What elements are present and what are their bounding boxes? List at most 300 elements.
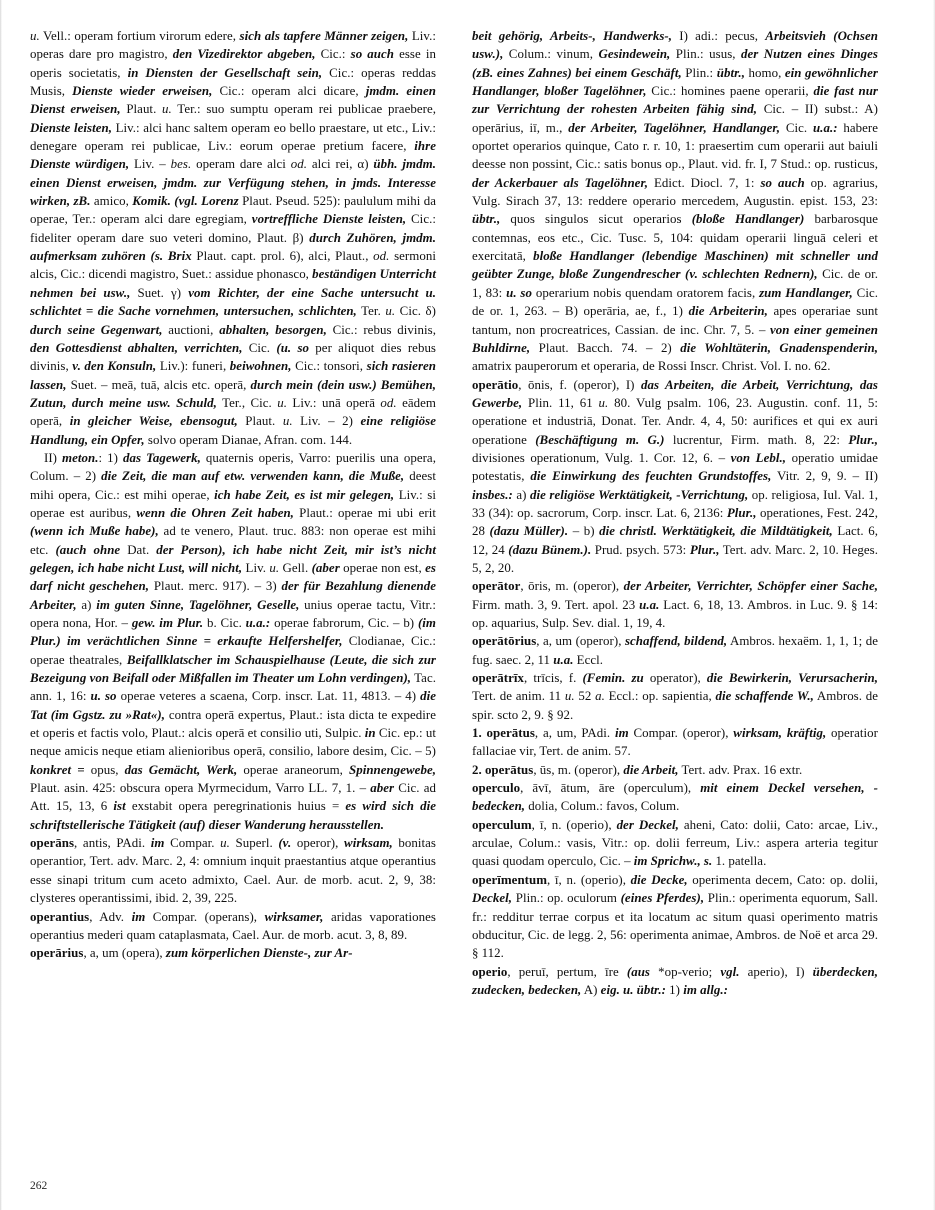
german-gloss: es wird sich die schriftstellerische Tätigkeit (auf) dieser Wanderung herausstellen. [30, 799, 436, 832]
entry-text: Cic. de or. 1, 83: [472, 267, 878, 300]
entry-text: apes operariae sunt tantum, non procreatrices, Cassian. de inc. Chr. 7, 5. – [472, 304, 878, 337]
german-gloss: ich habe Zeit, es ist mir gelegen, [214, 487, 395, 502]
german-gloss: (dazu Bünem.). [508, 542, 592, 557]
german-gloss: die [420, 689, 436, 704]
german-gloss: (auch ohne [55, 542, 121, 557]
german-gloss: Gesindewein, [598, 47, 671, 62]
german-gloss: die religiöse [530, 487, 599, 502]
entry-text: operatio umidae potestatis, [472, 450, 878, 484]
entry-text: Cic.: rebus divinis, [326, 322, 436, 337]
entry-text: operarium nobis quendam oratorem facis, [532, 285, 760, 300]
german-gloss: u.a. [639, 597, 660, 612]
entry-text: Eccl.: op. sapientia, [604, 689, 716, 704]
entry-text: Plin.: op. oculorum [512, 891, 621, 906]
entry-text: Liv.): funeri, [156, 359, 230, 374]
german-gloss: von einer gemeinen Buhldirne, [472, 322, 879, 355]
entry-headword: operio [472, 964, 508, 979]
entry-text: , ōnis, f. (operor), I) [518, 377, 641, 392]
entry-text: Plin. 11, 61 [522, 395, 599, 410]
entry-text: Cic.: tonsori, [291, 359, 367, 374]
entry-text: operationes, Fest. 242, 28 [472, 505, 879, 539]
entry-text: operator), [643, 671, 707, 686]
entry-text: b. Cic. [203, 616, 246, 630]
german-gloss: eine religiöse Handlung, ein [30, 414, 437, 447]
entry-text: amatrix pauperorum et operaria, de Rossi Inscr. Christ. Vol. I. no. 62. [472, 359, 831, 374]
entry-text: , a, um (operor), [536, 634, 625, 649]
dictionary-entry [472, 577, 878, 632]
german-gloss: übtr., [472, 212, 501, 227]
german-gloss: aber [370, 781, 395, 796]
german-gloss: das [640, 377, 666, 392]
german-gloss: es darf nicht geschehen, [30, 560, 436, 594]
text-columns [30, 27, 878, 1155]
german-gloss: übh. jmdm. einen Dienst erweisen, jmdm. zur Verfügung stehen, in jmds. Interesse wirken, zB. [30, 157, 436, 209]
entry-text: Cic. ad Att. 15, 13, 6 [30, 781, 436, 814]
german-gloss: der für Bezahlung dienende [281, 579, 437, 594]
entry-text: , a, um (opera), [83, 946, 166, 961]
entry-text: habere oportet operarios quinque, Cato r. r. 10, 1: praesertim cum operarii aut baiuli deesse non possint, Cic.: satis bonus op., Plaut. vid. fr. I, 7 Stud.: op. rusticus, [472, 120, 878, 172]
entry-text: a) [76, 597, 97, 612]
german-gloss: (v. [278, 836, 292, 851]
german-gloss: Decke, [651, 872, 688, 887]
entry-text: quaternis operis, Varro: puerilis una opera, Colum. – 2) [30, 450, 436, 484]
german-gloss: Deckel, [638, 817, 679, 832]
entry-text: operae veteres a scaena, Corp. inscr. Lat. 11, 4813. – 4) [116, 689, 421, 704]
entry-note: od. [290, 157, 308, 172]
german-gloss: den Vizedirektor abgeben, [172, 47, 316, 62]
entry-text: aperio), I) [739, 964, 813, 979]
german-gloss: so auch [350, 47, 394, 62]
entry-text: Cic.: [315, 47, 351, 62]
entry-text: Prud. psych. 573: [591, 542, 690, 557]
entry-note: bes. [170, 157, 192, 172]
entry-text: *op-verio; [650, 964, 721, 979]
dictionary-entry [30, 27, 436, 449]
german-gloss: Komik. (vgl. Lorenz [132, 194, 239, 209]
german-gloss: (bloße Handlanger) [691, 212, 805, 227]
german-gloss: die [688, 304, 710, 319]
dictionary-entry [472, 27, 878, 376]
entry-text: Compar. (operans), [145, 909, 265, 924]
entry-text: operor), [291, 836, 345, 851]
german-gloss: u.a. [553, 652, 574, 667]
german-gloss: beiwohnen, [229, 359, 292, 374]
german-gloss: konkret = [30, 762, 91, 777]
entry-text: A) [581, 982, 601, 997]
german-gloss: (wenn ich Muße habe), [30, 524, 159, 539]
entry-text: Edict. Diocl. 7, 1: [648, 175, 761, 190]
german-gloss: der [616, 817, 639, 832]
entry-text: Plaut. Bacch. 74. – 2) [530, 340, 681, 355]
dictionary-entry [472, 963, 878, 1000]
german-gloss: durch seine Gegenwart, [30, 322, 163, 337]
entry-note: od. [373, 249, 390, 264]
dictionary-entry [472, 761, 878, 779]
entry-text: divisiones operationum, Vulg. 1. Cor. 12, 6. – [472, 450, 731, 465]
german-gloss: Tat (im Ggstz. zu »Rat«), [30, 707, 165, 722]
entry-text: Cic.: operam alci dicare, [212, 84, 366, 99]
german-gloss: im guten Sinne, Tagelöhner, Geselle, [96, 597, 300, 612]
german-gloss: die christl. [599, 524, 662, 539]
entry-text: Lact. 6, 18, 13. Ambros. in Luc. 9. § 14: op. aquarius, Sulp. Sev. dial. 1, 19, 4. [472, 597, 879, 630]
german-gloss: sich rasieren lassen, [30, 359, 437, 392]
german-gloss: im [131, 909, 146, 924]
german-gloss: Plur., [848, 432, 878, 447]
entry-text: Suet. γ) [130, 285, 189, 300]
german-gloss: Opfer, [111, 432, 145, 447]
dictionary-entry [30, 944, 436, 962]
entry-text: quos singulos sicut operarios [500, 212, 692, 227]
entry-note: u. [277, 395, 288, 410]
entry-text: Compar. [164, 836, 221, 851]
entry-text: exstabit opera peregrinationis huius = [125, 799, 346, 814]
entry-text: Cic. [780, 120, 813, 135]
german-gloss: schaffend, bildend, [624, 634, 728, 649]
entry-text: aheni, Cato: dolii, Cato: arcae, Liv., arculae, Colum.: vasis, Vitr.: op. dolii ferreum, Liv.: aspera arteria tegitur quasi quodam operculo, Cic. – [472, 817, 878, 869]
entry-text: Tert. de anim. 11 [472, 689, 565, 704]
entry-note: a. [595, 689, 605, 704]
entry-text: operae non est, [339, 560, 426, 575]
german-gloss: Helfershelfer, [268, 634, 343, 649]
german-gloss: Werktätigkeit, die [661, 524, 761, 539]
german-gloss: in [364, 726, 376, 741]
entry-text: alci rei, α) [307, 157, 374, 172]
german-gloss: ein gewöhnlicher Handlanger, bloßer Tagelöhner, [472, 65, 878, 99]
entry-headword: operārius [30, 946, 84, 961]
german-gloss: die [101, 469, 123, 484]
german-gloss: im Sprichw., s. [633, 854, 713, 869]
entry-text: eādem operā, [30, 395, 436, 429]
german-gloss: vom Richter, der eine Sache untersucht u. schlichtet = die Sache vornehmen, untersuchen, schlichten, [30, 285, 436, 319]
german-gloss: (aus [626, 964, 650, 979]
german-gloss: Dienste leisten, [30, 120, 113, 135]
german-gloss: Gewerbe, [472, 395, 523, 410]
entry-text: operatior fallaciae vir, Tert. de anim. 57. [472, 726, 878, 759]
entry-text: Ambros. de spir. scto 2, 9. § 92. [472, 689, 878, 722]
left-text-column [30, 27, 436, 1155]
german-gloss: insbes.: [472, 487, 513, 502]
entry-text: Cic. ep.: ut neque amicis neque etiam alienioribus operā, consilio, labore desim, Cic. – 5) [30, 726, 437, 759]
german-gloss: Arbeiter, Tagelöhner, Handlanger, [590, 120, 781, 135]
entry-text: operimenta decem, Cato: op. dolii, [687, 872, 878, 887]
entry-text: , ī, n. (operio), [547, 872, 631, 887]
dictionary-entry [472, 724, 878, 761]
entry-text: Colum.: vinum, [503, 47, 599, 62]
entry-text: Cic. – II) subst.: A) operārius, iī, m., [472, 102, 878, 135]
dictionary-entry [472, 871, 878, 963]
german-gloss: Beifallklatscher im Schauspielhause (Leute, die sich zur Bezeigung von Beifall oder Mißfallen im Theater um Lohn verdingen), [30, 652, 436, 686]
german-gloss: die [630, 872, 652, 887]
entry-note: od. [380, 395, 397, 410]
entry-text: barbarosque contemnas, eos etc., Cic. Tusc. 5, 104: quidam operarii linguā celeri et exercitatā, [472, 212, 879, 264]
entry-text: Plaut. [120, 102, 163, 117]
german-gloss: Zeit, die man auf etw. verwenden kann, die [122, 469, 370, 484]
entry-headword: 2. operātus [472, 762, 534, 777]
dictionary-entry [30, 449, 436, 834]
german-gloss: (aber [311, 560, 340, 575]
entry-note: u. [162, 102, 172, 117]
entry-text: unius operae tactu, Vitr.: opera nona, Hor. – [30, 597, 436, 630]
german-gloss: u.a.: [812, 120, 838, 135]
entry-text: deest mihi opera, Cic.: est mihi operae, [30, 469, 436, 502]
german-gloss: u. so [90, 689, 117, 704]
entry-note: u. [282, 414, 293, 429]
entry-text: Plin.: [681, 65, 717, 80]
entry-text: Ter.: suo sumptu operam rei publicae praebere, [171, 102, 436, 117]
german-gloss: in Diensten der Gesellschaft sein, [127, 65, 323, 80]
entry-text: operam dare alci [191, 157, 291, 172]
german-gloss: der Person), ich habe nicht Zeit, mir ist’s nicht gelegen, ich habe nicht Lust, will nicht, [30, 542, 436, 575]
german-gloss: überdecken, zudecken, bedecken, [472, 964, 879, 997]
german-gloss: wirksamer, [264, 909, 324, 924]
german-gloss: Arbeiten, die [665, 377, 743, 392]
german-gloss: meton. [62, 450, 99, 465]
entry-text: dolia, Colum.: favos, Colum. [525, 799, 680, 814]
entry-text: Plin.: operimenta equorum, Sall. fr.: redditur terrae corpus et ita locatum ac situm quasi operimento matris obducitur, Cic. de legg. 2, 56: operimenta animae, Ambros. de Noë et arca 29. § 112. [472, 891, 878, 961]
entry-text: Plaut.: operae mi ubi erit [293, 505, 437, 520]
entry-text: solvo operam Dianae, Afran. com. 144. [144, 432, 353, 447]
entry-text: Tert. adv. Marc. 2, 10. Heges. 5, 2, 20. [472, 542, 878, 575]
german-gloss: das [124, 762, 149, 777]
entry-text: Cic.: homines paene operarii, [646, 84, 814, 99]
entry-text: ad te venero, Plaut. truc. 883: non operae est mihi etc. [30, 524, 436, 557]
dictionary-entry [472, 816, 878, 871]
entry-text: contra operā expertus, Plaut.: ista dicta te expedire et operis et factis volo, Plaut.: alcis operā et consilio uti, Sulpic. [30, 707, 436, 741]
german-gloss: Arbeit, [641, 762, 679, 777]
entry-text: Ambros. hexaëm. 1, 1, 1; de fug. saec. 2, 11 [472, 634, 878, 667]
german-gloss: u. so [506, 285, 532, 300]
entry-text: op. religiosa, Iul. Val. 1, 33 (34): op. sacrorum, Corp. inscr. Lat. 6, 2136: [472, 487, 878, 520]
german-gloss: wirksam, [344, 836, 393, 851]
german-gloss: Mildtätigkeit, [760, 524, 833, 539]
entry-text: Lact. 6, 12, 24 [472, 524, 878, 557]
entry-text: Cic.: fideliter operam dare suo veteri domino, Plaut. β) [30, 212, 436, 245]
dictionary-entry [472, 779, 878, 816]
german-gloss: bloße Handlanger (lebendige Maschinen) mit schneller und geübter Zunge, bloße Zungendrescher (v. schlechten Rednern), [472, 249, 878, 282]
entry-text: Cic. [242, 340, 277, 355]
dictionary-entry [472, 376, 878, 578]
german-gloss: mit einem Deckel versehen, -bedecken, [472, 781, 878, 814]
entry-text: operae araneorum, [237, 762, 349, 777]
german-gloss: vortreffliche Dienste leisten, [251, 212, 407, 227]
entry-text: , trīcis, f. [524, 671, 583, 686]
entry-text: I) adi.: pecus, [672, 29, 766, 43]
entry-text: per aliquot dies rebus divinis, [30, 340, 437, 374]
right-text-column [472, 27, 878, 1155]
entry-text: 52 [574, 689, 596, 704]
german-gloss: Plur., [689, 542, 720, 557]
german-gloss: beständigen Unterricht nehmen bei usw., [30, 267, 437, 300]
entry-text: , āvī, ātum, āre (operculum), [520, 781, 701, 796]
german-gloss: der [623, 579, 646, 594]
german-gloss: so auch [760, 175, 805, 190]
german-gloss: die [623, 762, 642, 777]
german-gloss: ihre Dienste würdigen, [30, 139, 436, 172]
german-gloss: Plur., [726, 505, 757, 520]
entry-text: II) [44, 450, 63, 465]
german-gloss: Wohltäterin, Gnadenspenderin, [704, 340, 878, 355]
entry-text: Liv. – 2) [292, 414, 361, 429]
entry-text: Plaut. [237, 414, 283, 429]
entry-text: Vell.: operam fortium virorum edere, [39, 29, 240, 43]
german-gloss: im [614, 726, 629, 741]
german-gloss: (Femin. zu [582, 671, 644, 686]
entry-headword: operātrīx [472, 671, 524, 686]
german-gloss: eig. u. übtr.: [600, 982, 666, 997]
german-gloss: Arbeiter, [30, 597, 77, 612]
german-gloss: im allg.: [683, 982, 728, 997]
entry-text: , peruī, pertum, īre [507, 964, 627, 979]
german-gloss: den Gottesdienst abhalten, verrichten, [30, 340, 243, 355]
entry-text: Plaut. Pseud. 525): paululum mihi da operae, Ter.: operam alci dare egregiam, [30, 194, 436, 227]
german-gloss: das [123, 450, 147, 465]
entry-text: Ter., Cic. [216, 395, 278, 410]
entry-text: Superl. [229, 836, 279, 851]
entry-headword: operculo [472, 781, 521, 796]
entry-text: Liv. [242, 560, 270, 575]
entry-text: lucrentur, Firm. math. 8, 22: [664, 432, 849, 447]
entry-text: Plin.: usus, [670, 47, 741, 62]
german-gloss: vgl. [720, 964, 740, 979]
entry-text: operae fabrorum, Cic. – b) [270, 616, 418, 630]
entry-text: : 1) [98, 450, 124, 465]
german-gloss: u.a.: [245, 616, 271, 630]
entry-text: Suet. – meā, tuā, alcis etc. operā, [66, 377, 251, 392]
entry-headword: operātor [472, 579, 521, 594]
german-gloss: Gemächt, Werk, [148, 762, 238, 777]
entry-text: Firm. math. 3, 9. Tert. apol. 23 [472, 597, 640, 612]
entry-headword: operāns [30, 836, 75, 851]
german-gloss: der [568, 120, 591, 135]
entry-text: auctioni, [162, 322, 220, 337]
entry-text: Plaut. asin. 425: obscura opera Myrmecidum, Varro LL. 7, 1. – [30, 781, 371, 796]
entry-text: , ūs, m. (operor), [533, 762, 624, 777]
entry-note: u. [564, 689, 575, 704]
entry-note: u. [385, 304, 396, 319]
entry-text: aridas vaporationes operantius mederi quam cataplasmata, Cael. Aur. de morb. acut. 3, 8, 89. [30, 909, 436, 942]
german-gloss: der Ackerbauer als Tagelöhner, [472, 175, 649, 190]
german-gloss: Deckel, [472, 891, 513, 906]
german-gloss: wirksam, kräftig, [733, 726, 827, 741]
german-gloss: Arbeit, Verrichtung, das [742, 377, 878, 392]
german-gloss: die [680, 340, 705, 355]
entry-text: Tac. ann. 1, 16: [30, 671, 436, 704]
german-gloss: Muße, [369, 469, 405, 484]
entry-text: Dat. [120, 542, 157, 557]
german-gloss: die [706, 671, 729, 686]
entry-note: u. [598, 395, 609, 410]
german-gloss: abhalten, besorgen, [219, 322, 327, 337]
entry-text: Plaut. merc. 917). – 3) [149, 579, 282, 594]
entry-text: op. agrarius, Vulg. Sirach 37, 13: reddere operario mercedem, Augustin. epist. 153, 23: [472, 175, 878, 209]
german-gloss: übtr., [716, 65, 745, 80]
german-gloss: Arbeitsvieh (Ochsen usw.), [472, 29, 878, 62]
german-gloss: (Beschäftigung m. G.) [535, 432, 665, 447]
german-gloss: Spinnengewebe, [348, 762, 436, 777]
entry-text: Clodianae, Cic.: operae theatrales, [30, 634, 436, 667]
entry-headword: operculum [472, 817, 532, 832]
german-gloss: im [150, 836, 165, 851]
entry-text: Cic. δ) [395, 304, 437, 319]
german-gloss: jmdm. einen Dienst erweisen, [30, 84, 436, 117]
german-gloss: Tagewerk, [146, 450, 201, 465]
german-gloss: wenn die Ohren Zeit haben, [136, 505, 294, 520]
german-gloss: zum Handlanger, [759, 285, 853, 300]
entry-text: opus, [90, 762, 125, 777]
entry-headword: 1. operātus [472, 726, 535, 741]
german-gloss: durch Zuhören, jmdm. aufmerksam zuhören (s. Brix [30, 230, 436, 264]
entry-text: bonitas operantior, Tert. adv. Marc. 2, 4: omnium inquit praestantius atque operantius esse sinapi tritum cum aceto admixto, Cael. Aur. de morb. acut. 2, 9, 38: clysteres operantissimi, ibid. 2, 39, 225. [30, 836, 437, 906]
entry-headword: operantius [30, 909, 90, 924]
german-gloss: Dienste wieder erweisen, [72, 84, 213, 99]
german-gloss: (eines Pferdes), [620, 891, 705, 906]
entry-text: Compar. (operor), [628, 726, 734, 741]
german-gloss: Werktätigkeit, -Verrichtung, [598, 487, 749, 502]
german-gloss: (im Plur.) im verächtlichen Sinne = erkaufte [30, 616, 437, 649]
entry-headword: operātio [472, 377, 519, 392]
entry-text: Eccl. [573, 652, 604, 667]
entry-text: sermoni alcis, Cic.: dicendi magistro, Suet.: assidue phonasco, [30, 249, 436, 282]
scan-edge-left [0, 0, 2, 1210]
entry-text: 80. Vulg psalm. 106, 23. Augustin. conf. 11, 5: operatione et industriā, Donat. Ter. Andr. 4, 4, 50: aurifices et qui ex auri operatione [472, 395, 878, 447]
entry-text: – b) [568, 524, 600, 539]
german-gloss: Arbeiterin, [709, 304, 768, 319]
entry-headword: operātōrius [472, 634, 537, 649]
german-gloss: von Lebl., [730, 450, 787, 465]
entry-text: esse in operis societatis, [30, 47, 436, 80]
german-gloss: sich als tapfere Männer zeigen, [239, 29, 409, 43]
entry-note: u. [220, 836, 230, 851]
german-gloss: (u. so [276, 340, 310, 355]
german-gloss: ist [113, 799, 126, 814]
german-gloss: die Einwirkung des feuchten Grundstoffes, [530, 469, 772, 484]
entry-text: Plaut. capt. prol. 6), alci, Plaut., [191, 249, 374, 264]
entry-text: homo, [744, 65, 785, 80]
entry-text: , a, um, PAdi. [534, 726, 615, 741]
german-gloss: zum körperlichen Dienste-, zur Ar- [165, 946, 353, 961]
dictionary-entry [30, 834, 436, 907]
german-gloss: der Nutzen eines Dinges (zB. eines Zahnes) bei einem Geschäft, [472, 47, 878, 80]
german-gloss: v. den Konsuln, [72, 359, 157, 374]
german-gloss: die schaffende W., [715, 689, 814, 704]
dictionary-entry [472, 632, 878, 669]
entry-text: Liv. – [129, 157, 171, 172]
entry-note: u. [269, 560, 280, 575]
entry-note: u. [30, 29, 40, 43]
german-gloss: Bewirkerin, Verursacherin, [728, 671, 879, 686]
entry-text: , antis, PAdi. [74, 836, 151, 851]
german-gloss: (dazu Müller). [489, 524, 569, 539]
dictionary-entry [30, 908, 436, 945]
entry-text: a) [512, 487, 530, 502]
entry-text: Cic.: operas reddas Musis, [30, 65, 437, 99]
entry-text: 1) [666, 982, 684, 997]
dictionary-entry [472, 669, 878, 724]
german-gloss: die fast nur zur Verrichtung der rohesten Arbeiten fähig sind, [472, 84, 878, 117]
entry-text: Ter. [356, 304, 386, 319]
german-gloss: in gleicher Weise, ebensogut, [69, 414, 238, 429]
entry-text: , ōris, m. (operor), [520, 579, 624, 594]
entry-text: 1. patella. [712, 854, 767, 869]
entry-text: Liv.: unā operā [287, 395, 381, 410]
entry-text: amico, [90, 194, 133, 209]
german-gloss: gew. im Plur. [131, 616, 204, 630]
entry-text: Liv.: si operae est auribus, [30, 487, 436, 520]
entry-text: , ī, n. (operio), [531, 817, 617, 832]
entry-text: Liv.: alci hanc saltem operam eo bello praestare, ut etc., Liv.: denegare operam rei publicae, Liv.: eorum operae pretium facere, [30, 120, 437, 154]
page-number: 262 [30, 1180, 48, 1192]
entry-text: Liv.: operas dare pro magistro, [30, 29, 436, 62]
